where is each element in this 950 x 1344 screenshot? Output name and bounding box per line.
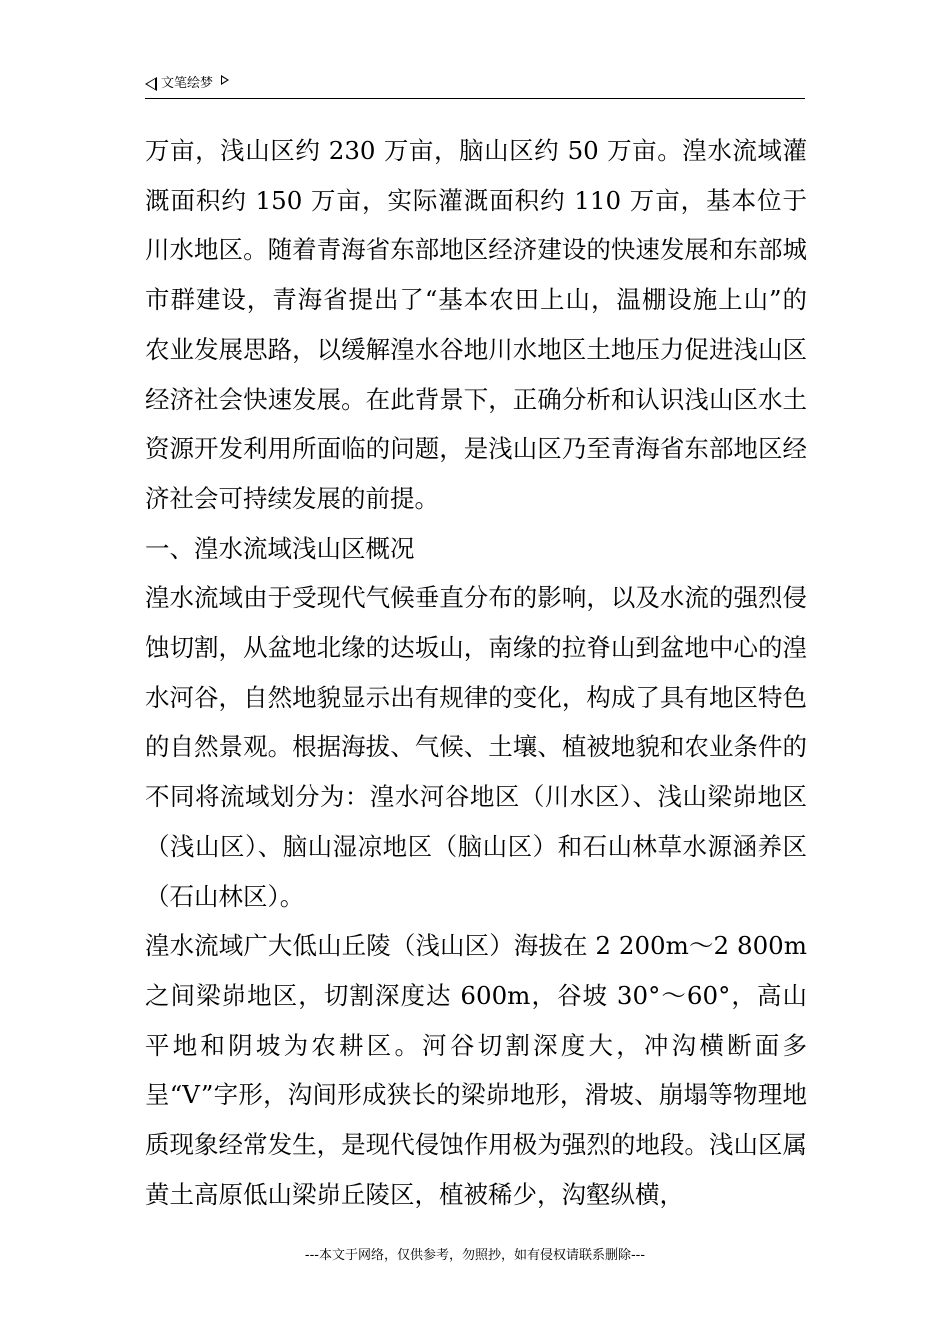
header-title: 文笔绘梦: [161, 76, 214, 91]
left-triangle-icon: [145, 77, 157, 91]
section-heading: 一、湟水流域浅山区概况: [145, 533, 415, 563]
paragraph-intro: 万亩，浅山区约 230 万亩，脑山区约 50 万亩。湟水流域灌溉面积约 150 万亩，实际灌溉面积约 110 万亩，基本位于川水地区。随着青海省东部地区经济建设的快速发展和东部城市群建设，青海省提出了“基本农田上山，温棚设施上山”的农业发展思路，以缓解湟水谷地川水地区土地压力促进浅山区经济社会快速发展。在此背景下，正确分析和认识浅山区水土资源开发利用所面临的问题，是浅山区乃至青海省东部地区经济社会可持续发展的前提。: [145, 136, 807, 513]
header-brand: [145, 74, 229, 94]
page-footer: ---本文于网络，仅供参考，勿照抄，如有侵权请联系删除---: [304, 1248, 646, 1263]
paragraph-terrain: 湟水流域广大低山丘陵（浅山区）海拔在 2 200m～2 800m 之间梁峁地区，切割深度达 600m，谷坡 30°～60°，高山平地和阴坡为农耕区。河谷切割深度大，冲沟横断面多呈“V”字形，沟间形成狭长的梁峁地形，滑坡、崩塌等物理地质现象经常发生，是现代侵蚀作用极为强烈的地段。浅山区属黄土高原低山梁峁丘陵区，植被稀少，沟壑纵横，: [145, 931, 807, 1209]
right-triangle-icon: [221, 75, 229, 85]
document-body: [145, 126, 807, 1219]
paragraph-overview: 湟水流域由于受现代气候垂直分布的影响，以及水流的强烈侵蚀切割，从盆地北缘的达坂山，南缘的拉脊山到盆地中心的湟水河谷，自然地貌显示出有规律的变化，构成了具有地区特色的自然景观。根据海拔、气候、土壤、植被地貌和农业条件的不同将流域划分为：湟水河谷地区（川水区）、浅山梁峁地区（浅山区）、脑山湿凉地区（脑山区）和石山林草水源涵养区（石山林区）。: [145, 583, 807, 911]
page-header: [145, 74, 805, 99]
